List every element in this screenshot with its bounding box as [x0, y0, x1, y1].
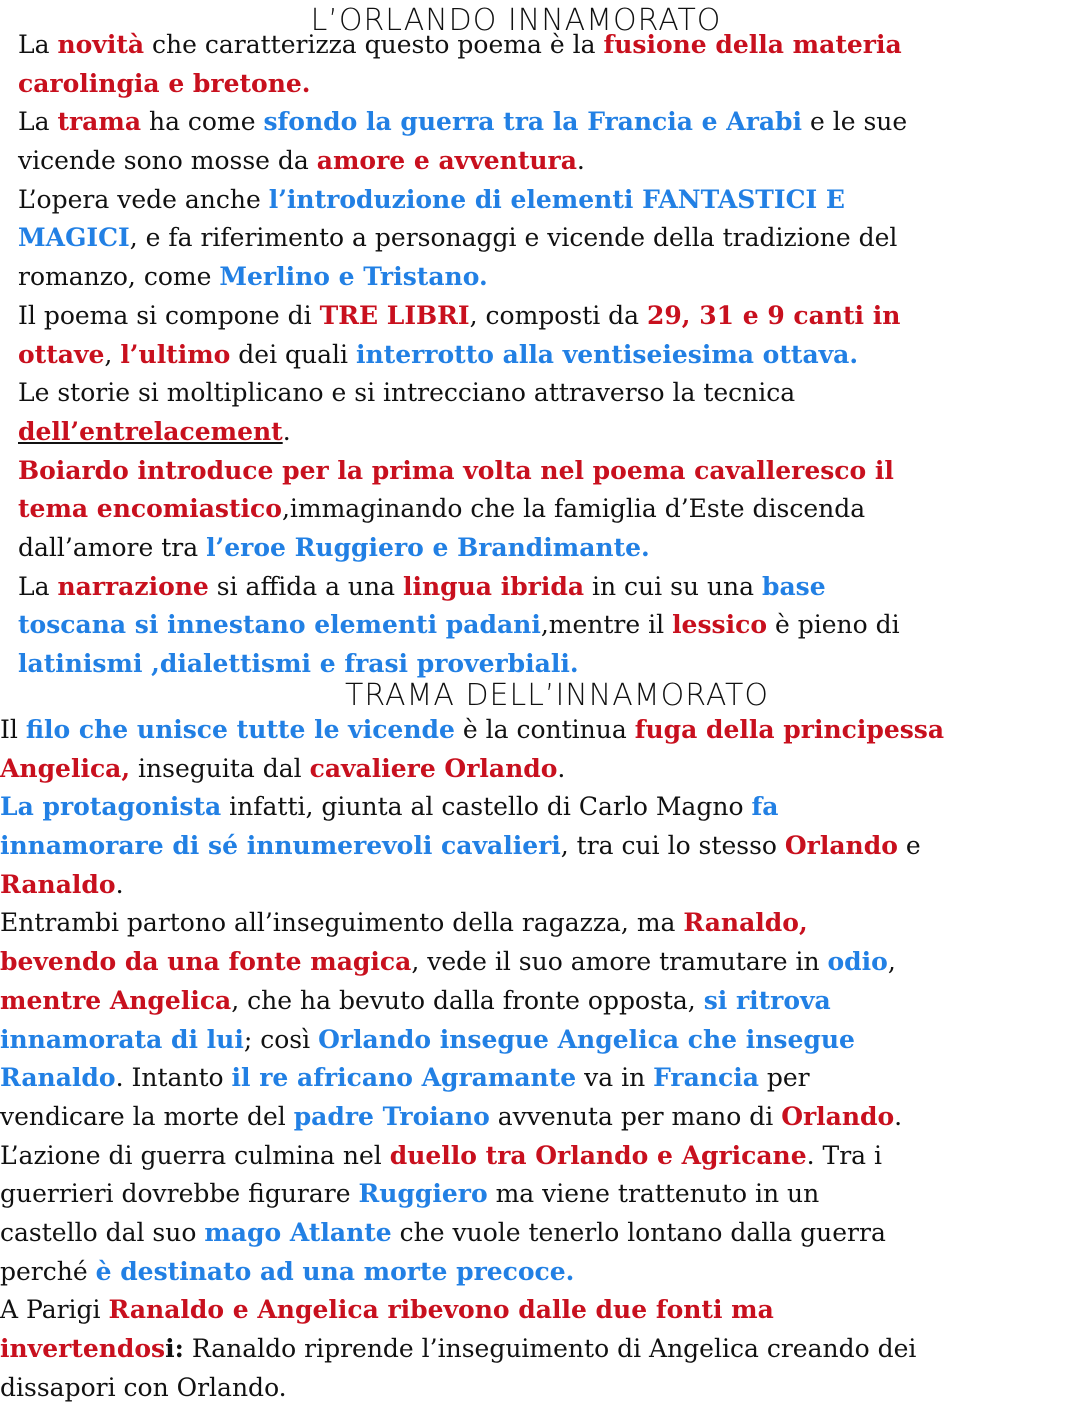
text-run: ha come	[141, 107, 264, 137]
highlighted-text: dell’entrelacement	[18, 416, 283, 446]
highlighted-text: Orlando	[784, 831, 898, 861]
text-line	[0, 1059, 944, 1098]
text-run: , che ha bevuto dalla fronte opposta,	[231, 985, 704, 1015]
highlighted-text: fusione della materia	[603, 30, 902, 59]
text-line	[0, 904, 944, 943]
text-line	[18, 374, 907, 413]
highlighted-text: Ranaldo	[0, 1063, 116, 1093]
text-line	[0, 788, 944, 827]
text-line	[0, 1098, 944, 1137]
highlighted-text: trama	[57, 107, 142, 137]
text-run: vendicare la morte del	[0, 1101, 294, 1131]
highlighted-text: filo che unisce tutte le vicende	[25, 715, 455, 744]
text-run: dei quali	[230, 339, 356, 369]
highlighted-text: bevendo da una fonte magica	[0, 947, 412, 977]
text-run: .	[557, 753, 566, 783]
text-line	[0, 1330, 944, 1369]
section-title-trama: TRAMA DELL’INNAMORATO	[345, 678, 769, 713]
text-run: infatti, giunta al castello di Carlo Magno	[221, 792, 752, 822]
highlighted-text: fa	[751, 792, 779, 822]
document-title: L’ORLANDO INNAMORATO	[310, 3, 722, 38]
text-line	[18, 336, 907, 375]
highlighted-text: La protagonista	[0, 792, 222, 822]
text-run: .	[576, 146, 585, 176]
highlighted-text: Merlino e Tristano	[219, 262, 479, 292]
text-run: avvenuta per mano di	[489, 1101, 782, 1131]
text-line	[18, 181, 907, 220]
highlighted-text: invertendos	[0, 1334, 166, 1363]
highlighted-text: innamorata di lui	[0, 1024, 244, 1054]
text-run: ,	[104, 339, 121, 369]
text-run: dall’amore tra	[18, 532, 207, 562]
text-line	[0, 711, 944, 750]
text-line	[18, 65, 907, 104]
text-run: , composti da	[469, 300, 648, 330]
highlighted-text: toscana si innestano elementi padani	[18, 610, 541, 640]
highlighted-text: Boiardo introduce per la prima volta nel poema cavalleresco il	[18, 455, 894, 485]
text-line	[18, 568, 907, 607]
highlighted-text: Orlando insegue Angelica che insegue	[318, 1024, 855, 1054]
highlighted-text: lessico	[672, 610, 768, 640]
text-run: romanzo, come	[18, 262, 220, 292]
text-run: si affida a una	[208, 571, 403, 601]
text-run: castello dal suo	[0, 1217, 205, 1247]
highlighted-text: Ranaldo	[0, 869, 116, 899]
highlighted-text: ottave	[18, 339, 105, 369]
highlighted-text: duello tra Orlando e Agricane	[389, 1140, 807, 1170]
highlighted-text: amore e avventura	[316, 146, 577, 176]
highlighted-text: sfondo la guerra tra la Francia e Arabi	[263, 107, 803, 137]
highlighted-text: TRE LIBRI	[319, 300, 470, 330]
text-run: che caratterizza questo poema è la	[144, 30, 604, 59]
text-run: Il poema si compone di	[18, 300, 320, 330]
text-line	[0, 866, 944, 905]
text-run: Il	[0, 715, 26, 744]
trama-section	[0, 711, 944, 1407]
text-run: inseguita dal	[130, 753, 310, 783]
text-run: La	[18, 571, 58, 601]
highlighted-text: fuga della principessa	[634, 715, 945, 744]
highlighted-text: Orlando	[781, 1101, 895, 1131]
text-line	[0, 1291, 944, 1330]
text-run: per	[758, 1063, 810, 1093]
text-line	[18, 413, 907, 452]
highlighted-text: l’introduzione di elementi FANTASTICI E	[268, 184, 845, 214]
text-run: La	[18, 30, 58, 59]
text-line	[0, 750, 944, 789]
highlighted-text: l’eroe Ruggiero e Brandimante.	[206, 532, 650, 562]
highlighted-text: Francia	[653, 1063, 759, 1093]
text-run: vicende sono mosse da	[18, 146, 317, 176]
text-run: , vede il suo amore tramutare in	[411, 947, 828, 977]
text-run: ,immaginando che la famiglia d’Este discenda	[281, 494, 866, 524]
text-line	[0, 1137, 944, 1176]
highlighted-text: è destinato ad una morte precoce.	[95, 1256, 575, 1286]
highlighted-text: carolingia e bretone.	[18, 68, 311, 98]
text-run: , e fa riferimento a personaggi e vicende della tradizione del	[129, 223, 898, 253]
text-line	[18, 490, 907, 529]
text-line	[18, 103, 907, 142]
highlighted-text: si ritrova	[703, 985, 831, 1015]
text-run: dissapori con Orlando.	[0, 1372, 287, 1402]
text-line	[0, 827, 944, 866]
text-line	[18, 258, 907, 297]
text-line	[18, 142, 907, 181]
highlighted-text: MAGICI	[18, 223, 130, 253]
highlighted-text: cavaliere Orlando	[309, 753, 558, 783]
text-run: L’azione di guerra culmina nel	[0, 1140, 390, 1170]
highlighted-text: i:	[165, 1334, 184, 1363]
text-run: perché	[0, 1256, 96, 1286]
highlighted-text: lingua ibrida	[402, 571, 585, 601]
highlighted-text: interrotto alla ventiseiesima ottava.	[356, 339, 859, 369]
text-run: ,	[887, 947, 896, 977]
text-run: .	[282, 416, 291, 446]
text-line	[18, 297, 907, 336]
highlighted-text: base	[762, 571, 826, 601]
intro-section	[18, 26, 907, 684]
text-line	[0, 1175, 944, 1214]
highlighted-text: Ruggiero	[358, 1179, 488, 1209]
highlighted-text: tema encomiastico	[18, 494, 282, 524]
text-run: .	[894, 1101, 903, 1131]
highlighted-text: Ranaldo e Angelica ribevono dalle due fonti ma	[108, 1295, 774, 1325]
text-line	[0, 943, 944, 982]
text-run: Ranaldo riprende l’inseguimento di Angelica creando dei	[183, 1334, 917, 1363]
text-run: è pieno di	[767, 610, 900, 640]
highlighted-text: narrazione	[57, 571, 209, 601]
text-line	[0, 1214, 944, 1253]
text-run: Le storie si moltiplicano e si intrecciano attraverso la tecnica	[18, 378, 796, 408]
highlighted-text: innamorare di sé innumerevoli cavalieri	[0, 831, 561, 861]
text-run: . Tra i	[806, 1140, 882, 1170]
highlighted-text: il re africano Agramante	[231, 1063, 577, 1093]
text-line	[0, 982, 944, 1021]
highlighted-text: odio	[827, 947, 888, 977]
text-line	[0, 1021, 944, 1060]
text-run: La	[18, 107, 58, 137]
text-run: e le sue	[802, 107, 908, 137]
text-line	[18, 26, 907, 65]
highlighted-text: padre Troiano	[293, 1101, 490, 1131]
text-run: Entrambi partono all’inseguimento della ragazza, ma	[0, 908, 684, 938]
text-line	[0, 1253, 944, 1292]
text-run: ; così	[243, 1024, 319, 1054]
text-line	[18, 452, 907, 491]
text-run: , tra cui lo stesso	[560, 831, 785, 861]
text-run: guerrieri dovrebbe figurare	[0, 1179, 359, 1209]
text-run: L’opera vede anche	[18, 184, 269, 214]
highlighted-text: mago Atlante	[204, 1217, 392, 1247]
text-line	[18, 529, 907, 568]
text-run: che vuole tenerlo lontano dalla guerra	[391, 1217, 886, 1247]
text-run: .	[115, 869, 124, 899]
text-run: e	[897, 831, 921, 861]
text-run: ma viene trattenuto in un	[487, 1179, 820, 1209]
text-run: A Parigi	[0, 1295, 109, 1325]
text-run: in cui su una	[584, 571, 762, 601]
highlighted-text: l’ultimo	[120, 339, 231, 369]
text-line	[0, 1369, 944, 1407]
text-run: va in	[576, 1063, 654, 1093]
highlighted-text: 29, 31 e 9 canti in	[647, 300, 901, 330]
highlighted-text: mentre Angelica	[0, 985, 232, 1015]
text-run: . Intanto	[115, 1063, 232, 1093]
text-line	[18, 219, 907, 258]
text-line	[18, 606, 907, 645]
text-run: è la continua	[454, 715, 635, 744]
highlighted-text: .	[478, 262, 488, 292]
highlighted-text: latinismi ,dialettismi e frasi proverbiali.	[18, 649, 579, 678]
highlighted-text: novità	[57, 30, 145, 59]
highlighted-text: Ranaldo,	[683, 908, 808, 938]
text-run: ,mentre il	[540, 610, 673, 640]
highlighted-text: Angelica,	[0, 753, 131, 783]
